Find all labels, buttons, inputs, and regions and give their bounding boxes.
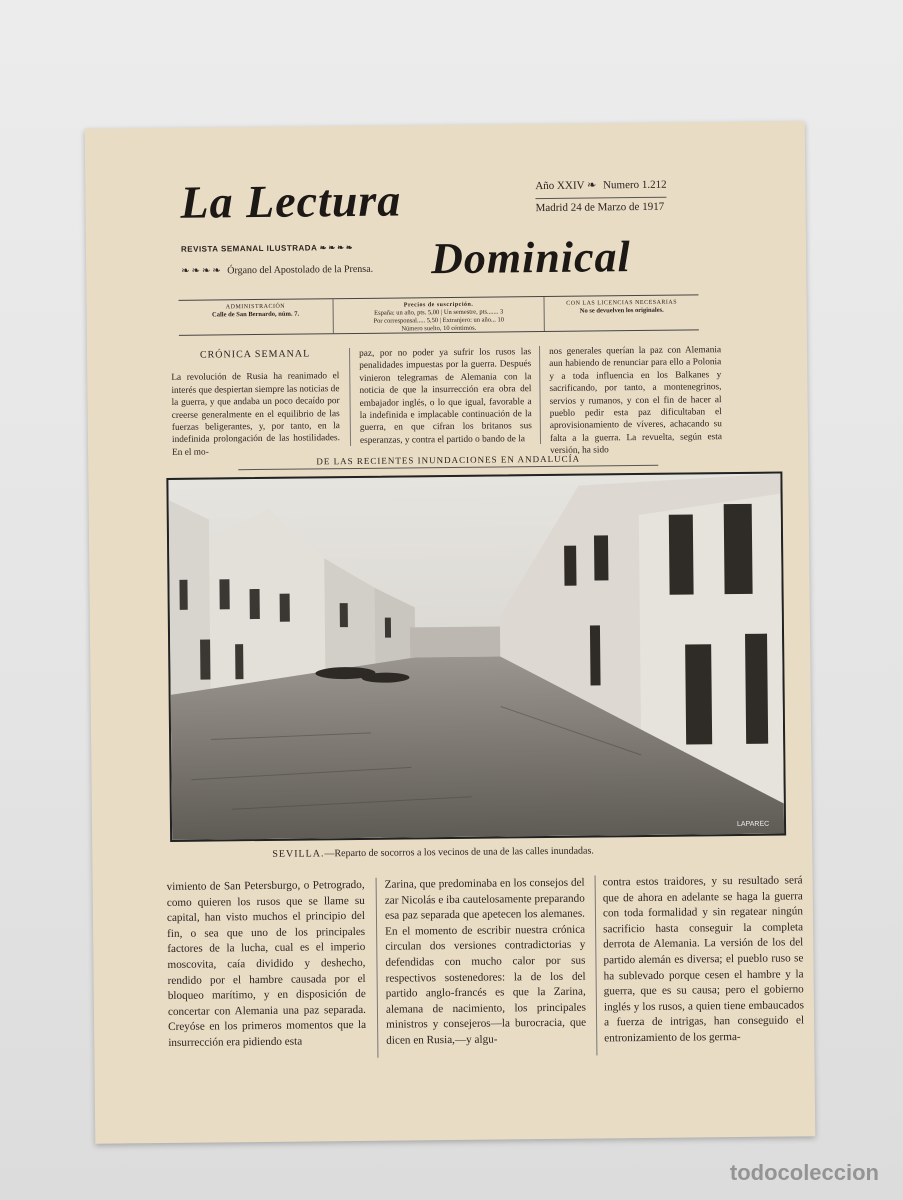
- newspaper-page: [85, 121, 816, 1143]
- admin-heading: ADMINISTRACIÓN: [225, 303, 286, 311]
- masthead-subtitle: [181, 243, 355, 254]
- prices-line3: Número suelto, 10 céntimos.: [401, 324, 477, 333]
- column-divider: [595, 875, 598, 1055]
- photo-caption: [272, 846, 594, 860]
- chronicle-col-2: paz, por no poder ya sufrir los rusos las penalidades impuestas por la guerra. Después vinieron telegramas de Alemania con la noticia de que la insurrección era obra del embajador inglés, o lo que igual, favorable a la indefinida e implacable continuación de la guerra, en que cifran los britanos sus esperanzas, y contra el partido o bando de la: [359, 347, 532, 446]
- prices-box: [333, 297, 545, 333]
- prices-heading: Precios de suscripción.: [403, 301, 474, 309]
- body-col-1: vimiento de San Petersburgo, o Petrogrado, como quieren los rusos que se llame su capital, han visto muchos el principio del fin, o sea que uno de los principales factores de la lucha, cual es el imperio moscovita, caía dividido y deshecho, rendido por el hambre causada por el bloqueo marítimo, y en disposición de concertar con Alemania una paz separada. Creyóse en los primeros momentos que la insurrección era pidiendo esta: [166, 878, 367, 1049]
- column-divider: [349, 348, 351, 446]
- chronicle-col-1: [171, 348, 340, 459]
- issue-line: [535, 178, 666, 192]
- issue-number: Numero 1.212: [602, 178, 667, 192]
- photo-credit: LAPAREC: [736, 820, 770, 829]
- prices-line1: España: un año, pts. 5,00 | Un semestre, pts....... 3: [374, 308, 504, 317]
- administration-box: [179, 299, 334, 335]
- masthead-title-line2: Dominical: [430, 232, 632, 284]
- subtitle-text: REVISTA SEMANAL ILUSTRADA: [180, 243, 318, 254]
- column-divider: [539, 346, 541, 444]
- issue-year: Año XXIV: [535, 179, 585, 193]
- license-box: [545, 295, 699, 331]
- flooded-street-photo: [166, 472, 786, 842]
- masthead-organ: [181, 264, 373, 277]
- leaf-ornament-icon: ❧❧❧❧: [181, 265, 228, 277]
- watermark: todocoleccion: [729, 1160, 879, 1185]
- license-heading: CON LAS LICENCIAS NECESARIAS: [566, 299, 678, 307]
- body-col-3: contra estos traidores, y su resultado será que de ahora en adelante se haga la guerra con toda formalidad y sin regatear ningún sacrificio hasta conseguir la completa derrota de Alemania. La versión de los del partido alemán es diversa; el pueblo ruso se ha sublevado porque cesen el hambre y la guerra, que es su causa; pero el gobierno inglés y los rusos, a quien tiene embaucados a fuerza de intrigas, han conseguido el entronizamiento de los germa-: [602, 874, 805, 1045]
- chronicle-col1-text: La revolución de Rusia ha reanimado el interés que despiertan siempre las noticias de la guerra, y que andaba un poco decaído por creerse generalmente en el equilibrio de las fuerzas beligerantes, y, por tanto, en la indefinida prolongación de las hostilidades. En el mo-: [171, 371, 341, 458]
- leaf-ornament-icon: ❧: [587, 179, 604, 192]
- organ-text: Órgano del Apostolado de la Prensa.: [227, 263, 374, 277]
- admin-address: Calle de San Bernardo, núm. 7.: [211, 310, 300, 319]
- chronicle-col-3: nos generales querían la paz con Alemania aun habiendo de renunciar para ello a Polonia y a toda influencia en los Balkanes y sacrificando, por tanto, a montenegrinos, servios y rumanos, y con el fin de hacer al pueblo pedir esta paz dificultaban el aprovisionamiento de víveres, achacando su falta a la guerra. La revuelta, según esta versión, ha sido: [549, 345, 723, 457]
- info-bar: [179, 294, 699, 335]
- photo-caption-city: SEVILLA.: [272, 848, 325, 860]
- license-text: No se devuelven los originales.: [579, 306, 664, 315]
- column-divider: [376, 878, 379, 1058]
- issue-info: [535, 178, 667, 214]
- leaf-ornament-icon: ❧❧❧❧: [319, 242, 355, 253]
- prices-line2: Por corresponsal..... 5,50 | Extranjero: un año... 10: [373, 316, 505, 325]
- masthead-title-line1: La Lectura: [180, 174, 402, 228]
- chronicle-heading: CRÓNICA SEMANAL: [199, 348, 311, 361]
- issue-date: Madrid 24 de Marzo de 1917: [535, 197, 666, 214]
- photo-section-header: DE LAS RECIENTES INUNDACIONES EN ANDALUCÍA: [238, 453, 658, 470]
- body-col-2: Zarina, que predominaba en los consejos del zar Nicolás e iba cautelosamente preparando esa paz separada que apetecen los alemanes. En el momento de escribir nuestra crónica circulan dos versiones contradictorias y defendidas con mucho calor por sus respectivos sostenedores: la de los del partido anglo-francés es que la Zarina, alemana de nacimiento, los principales ministros y consejeros—la burocracia, que dicen en Rusia,—y algu-: [384, 876, 587, 1047]
- photo-caption-text: —Reparto de socorros a los vecinos de una de las calles inundadas.: [324, 845, 594, 860]
- flooded-street-illustration: [168, 474, 784, 840]
